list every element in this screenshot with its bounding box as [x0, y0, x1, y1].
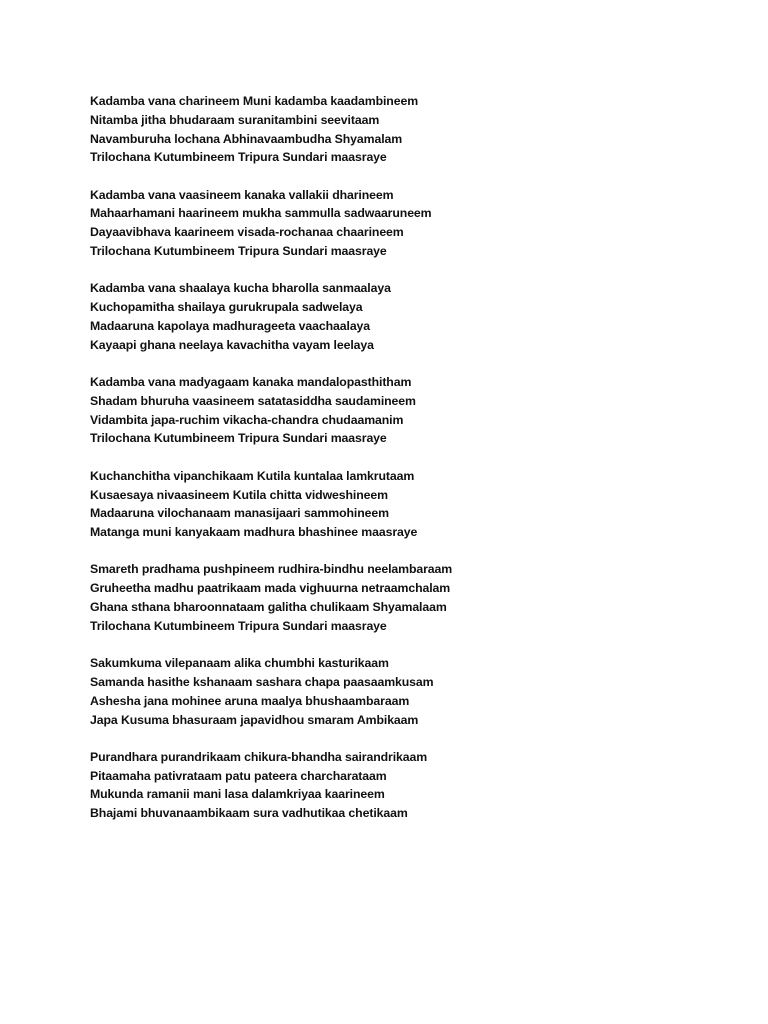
stanza-line: Trilochana Kutumbineem Tripura Sundari maasraye [90, 244, 387, 259]
stanza-line: Kadamba vana shaalaya kucha bharolla sanmaalaya [90, 281, 391, 296]
stanza-line: Trilochana Kutumbineem Tripura Sundari maasraye [90, 431, 387, 446]
stanza-line: Trilochana Kutumbineem Tripura Sundari maasraye [90, 150, 387, 165]
stanza-line: Kusaesaya nivaasineem Kutila chitta vidweshineem [90, 487, 388, 502]
stanza-6 [90, 560, 730, 635]
stanza-8 [90, 748, 730, 823]
stanza-line: Mukunda ramanii mani lasa dalamkriyaa kaarineem [90, 787, 385, 802]
stanza-4 [90, 373, 730, 448]
stanza-line: Pitaamaha pativrataam patu pateera charcharataam [90, 768, 387, 783]
stanza-5 [90, 467, 730, 542]
stanza-line: Madaaruna vilochanaam manasijaari sammohineem [90, 506, 389, 521]
stanza-line: Vidambita japa-ruchim vikacha-chandra chudaamanim [90, 412, 404, 427]
stanza-2 [90, 186, 730, 261]
stanza-line: Samanda hasithe kshanaam sashara chapa paasaamkusam [90, 674, 434, 689]
stanza-7 [90, 654, 730, 729]
stanza-line: Matanga muni kanyakaam madhura bhashinee maasraye [90, 525, 418, 540]
stanza-line: Mahaarhamani haarineem mukha sammulla sadwaaruneem [90, 206, 432, 221]
stanza-line: Nitamba jitha bhudaraam suranitambini seevitaam [90, 112, 380, 127]
stanza-line: Smareth pradhama pushpineem rudhira-bindhu neelambaraam [90, 562, 453, 577]
stanza-line: Shadam bhuruha vaasineem satatasiddha saudamineem [90, 393, 416, 408]
stanza-line: Purandhara purandrikaam chikura-bhandha sairandrikaam [90, 749, 428, 764]
stanza-line: Kadamba vana madyagaam kanaka mandalopasthitham [90, 375, 412, 390]
stanza-line: Trilochana Kutumbineem Tripura Sundari maasraye [90, 618, 387, 633]
stanza-line: Dayaavibhava kaarineem visada-rochanaa chaarineem [90, 225, 404, 240]
stanza-line: Gruheetha madhu paatrikaam mada vighuurna netraamchalam [90, 581, 451, 596]
stanza-line: Ghana sthana bharoonnataam galitha chulikaam Shyamalaam [90, 600, 447, 615]
lyrics-body [90, 92, 730, 842]
stanza-line: Kuchopamitha shailaya gurukrupala sadwelaya [90, 300, 363, 315]
stanza-3 [90, 279, 730, 354]
stanza-1 [90, 92, 730, 167]
stanza-line: Bhajami bhuvanaambikaam sura vadhutikaa chetikaam [90, 806, 408, 821]
stanza-line: Sakumkuma vilepanaam alika chumbhi kasturikaam [90, 656, 389, 671]
stanza-line: Navamburuha lochana Abhinavaambudha Shyamalam [90, 131, 403, 146]
stanza-line: Japa Kusuma bhasuraam japavidhou smaram Ambikaam [90, 712, 419, 727]
stanza-line: Ashesha jana mohinee aruna maalya bhushaambaraam [90, 693, 410, 708]
stanza-line: Kayaapi ghana neelaya kavachitha vayam leelaya [90, 337, 374, 352]
stanza-line: Kadamba vana vaasineem kanaka vallakii dharineem [90, 187, 394, 202]
stanza-line: Kadamba vana charineem Muni kadamba kaadambineem [90, 94, 419, 108]
stanza-line: Kuchanchitha vipanchikaam Kutila kuntalaa lamkrutaam [90, 468, 415, 483]
stanza-line: Madaaruna kapolaya madhurageeta vaachaalaya [90, 318, 371, 333]
